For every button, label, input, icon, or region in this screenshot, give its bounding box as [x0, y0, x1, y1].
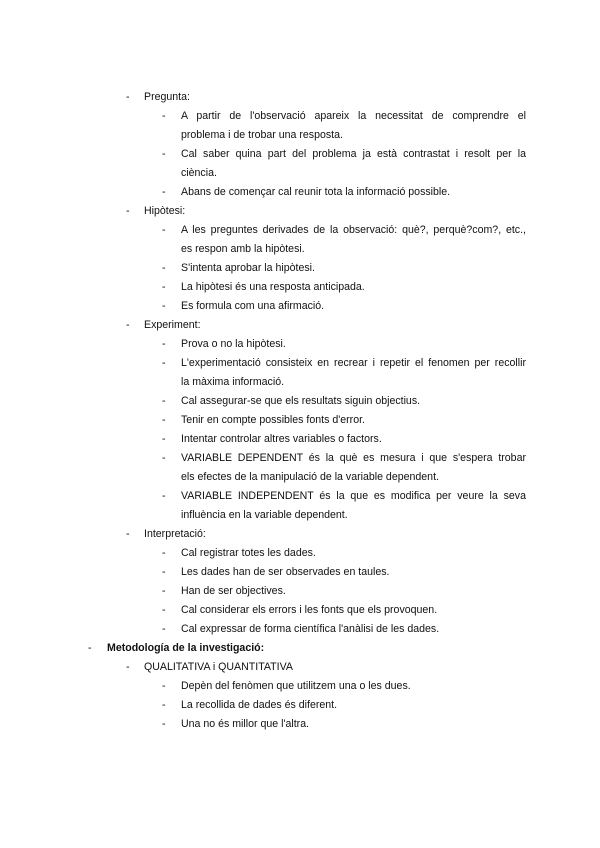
list-item-text: Cal saber quina part del problema ja està contrastat i resolt per la	[181, 148, 526, 160]
list-item	[0, 563, 600, 582]
list-item	[0, 487, 600, 506]
list-item-continuation	[0, 468, 600, 487]
list-item	[0, 354, 600, 373]
list-item	[0, 696, 600, 715]
list-item	[0, 411, 600, 430]
list-bullet-dash: -	[162, 623, 166, 635]
section-heading-text: Experiment:	[144, 319, 201, 331]
list-item-text: Cal considerar els errors i les fonts que els provoquen.	[181, 604, 438, 616]
list-item	[0, 145, 600, 164]
list-bullet-dash: -	[162, 224, 166, 236]
list-item-continuation-text: influència en la variable dependent.	[181, 509, 348, 521]
list-item-continuation	[0, 506, 600, 525]
list-item-text: S'intenta aprobar la hipòtesi.	[181, 262, 315, 274]
list-bullet-dash: -	[162, 186, 166, 198]
list-item-text: La recollida de dades és diferent.	[181, 699, 338, 711]
list-item-text: Depèn del fenòmen que utilitzem una o les dues.	[181, 680, 411, 692]
methodology-subheading	[0, 658, 600, 677]
section-heading-text: Pregunta:	[144, 91, 190, 103]
list-bullet-dash: -	[162, 110, 166, 122]
list-item-text: VARIABLE DEPENDENT és la què es mesura i que s'espera trobar	[181, 452, 526, 464]
list-item-text: Les dades han de ser observades en taules.	[181, 566, 390, 578]
list-bullet-dash: -	[162, 357, 166, 369]
list-item-text: A les preguntes derivades de la observació: què?, perquè?com?, etc.,	[181, 224, 526, 236]
list-bullet-dash: -	[126, 319, 130, 331]
list-item	[0, 677, 600, 696]
list-item-continuation	[0, 240, 600, 259]
list-bullet-dash: -	[162, 281, 166, 293]
list-bullet-dash: -	[162, 566, 166, 578]
list-item-text: Es formula com una afirmació.	[181, 300, 325, 312]
list-bullet-dash: -	[162, 300, 166, 312]
list-bullet-dash: -	[162, 433, 166, 445]
list-bullet-dash: -	[162, 490, 166, 502]
list-bullet-dash: -	[162, 547, 166, 559]
list-bullet-dash: -	[162, 452, 166, 464]
list-bullet-dash: -	[162, 699, 166, 711]
section-heading	[0, 88, 600, 107]
methodology-title-text: Metodología de la investigació:	[107, 642, 265, 654]
list-item	[0, 221, 600, 240]
list-item-continuation	[0, 164, 600, 183]
list-bullet-dash: -	[88, 642, 92, 654]
list-item-text: Prova o no la hipòtesi.	[181, 338, 286, 350]
list-item	[0, 430, 600, 449]
section-heading	[0, 316, 600, 335]
section-heading-text: Hipòtesi:	[144, 205, 186, 217]
list-bullet-dash: -	[162, 395, 166, 407]
list-item-text: Cal registrar totes les dades.	[181, 547, 316, 559]
list-bullet-dash: -	[162, 718, 166, 730]
list-item-continuation-text: problema i de trobar una resposta.	[181, 129, 343, 141]
list-item-text: Han de ser objectives.	[181, 585, 286, 597]
list-bullet-dash: -	[126, 205, 130, 217]
list-item	[0, 392, 600, 411]
list-item-continuation	[0, 373, 600, 392]
list-item	[0, 183, 600, 202]
list-item-text: La hipòtesi és una resposta anticipada.	[181, 281, 365, 293]
list-item-continuation-text: els efectes de la manipulació de la variable dependent.	[181, 471, 439, 483]
list-item-continuation	[0, 126, 600, 145]
list-item	[0, 449, 600, 468]
list-item-text: Cal expressar de forma científica l'anàlisi de les dades.	[181, 623, 440, 635]
section-heading-text: Interpretació:	[144, 528, 206, 540]
list-bullet-dash: -	[126, 91, 130, 103]
list-item	[0, 620, 600, 639]
list-bullet-dash: -	[162, 148, 166, 160]
list-item-text: Abans de començar cal reunir tota la informació possible.	[181, 186, 451, 198]
list-item	[0, 715, 600, 734]
list-bullet-dash: -	[126, 661, 130, 673]
list-item	[0, 544, 600, 563]
list-bullet-dash: -	[126, 528, 130, 540]
methodology-title	[0, 639, 600, 658]
list-item-text: VARIABLE INDEPENDENT és la que es modifica per veure la seva	[181, 490, 526, 502]
list-bullet-dash: -	[162, 604, 166, 616]
list-bullet-dash: -	[162, 338, 166, 350]
list-item-continuation-text: la màxima informació.	[181, 376, 285, 388]
list-item	[0, 297, 600, 316]
list-item-continuation-text: ciència.	[181, 167, 217, 179]
list-bullet-dash: -	[162, 680, 166, 692]
list-item-text: Una no és millor que l'altra.	[181, 718, 310, 730]
list-bullet-dash: -	[162, 414, 166, 426]
list-bullet-dash: -	[162, 262, 166, 274]
list-item	[0, 335, 600, 354]
list-item	[0, 278, 600, 297]
list-item	[0, 259, 600, 278]
list-bullet-dash: -	[162, 585, 166, 597]
methodology-subheading-text: QUALITATIVA i QUANTITATIVA	[144, 661, 293, 673]
list-item-text: Cal assegurar-se que els resultats siguin objectius.	[181, 395, 421, 407]
list-item	[0, 601, 600, 620]
list-item	[0, 107, 600, 126]
section-heading	[0, 525, 600, 544]
section-heading	[0, 202, 600, 221]
list-item-continuation-text: es respon amb la hipòtesi.	[181, 243, 305, 255]
list-item	[0, 582, 600, 601]
list-item-text: A partir de l'observació apareix la necessitat de comprendre el	[181, 110, 526, 122]
list-item-text: L'experimentació consisteix en recrear i repetir el fenomen per recollir	[181, 357, 526, 369]
list-item-text: Tenir en compte possibles fonts d'error.	[181, 414, 365, 426]
list-item-text: Intentar controlar altres variables o factors.	[181, 433, 382, 445]
